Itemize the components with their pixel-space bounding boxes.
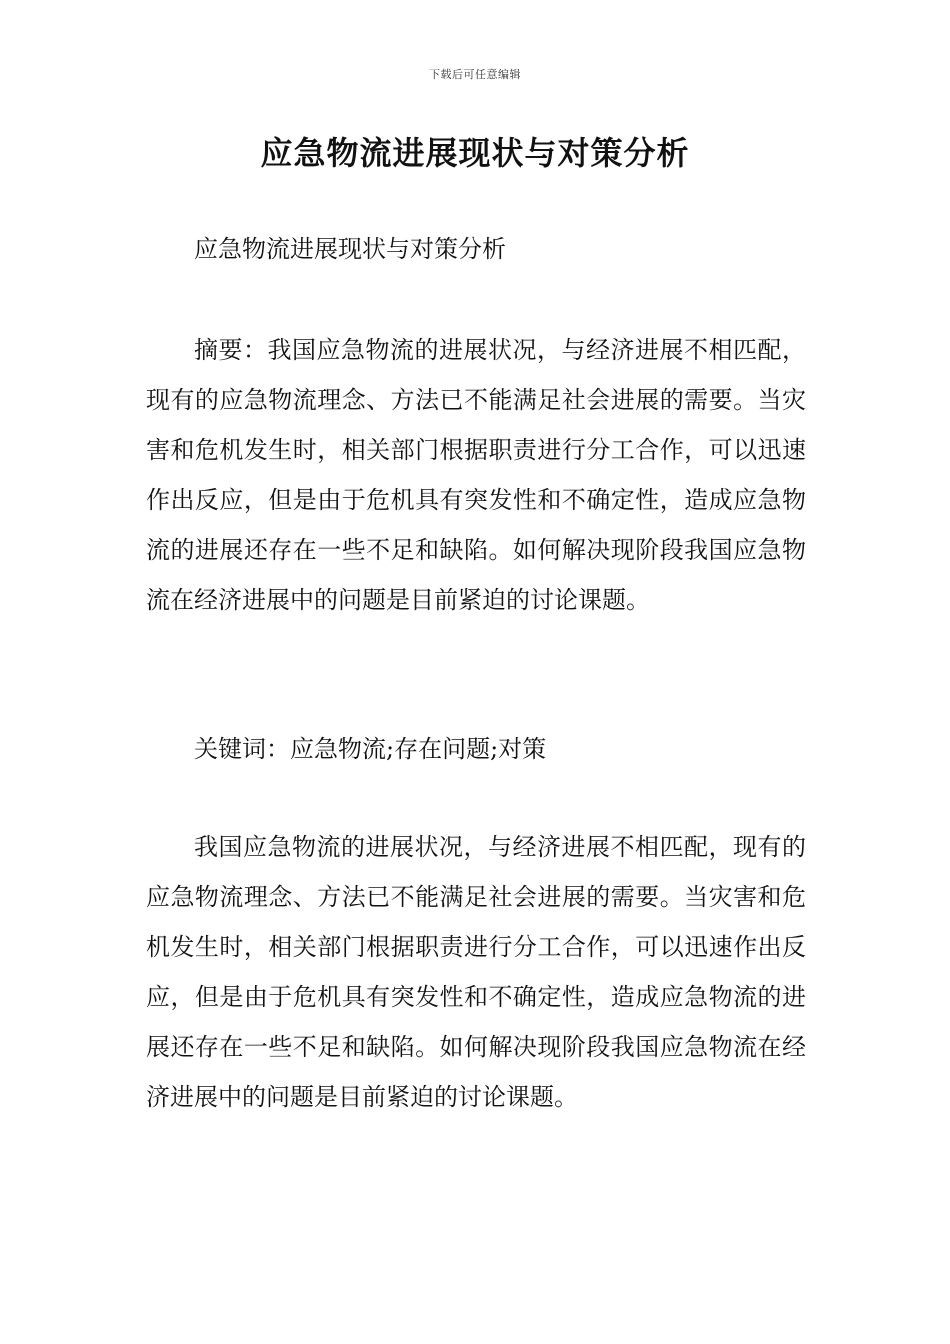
- body-paragraph: 我国应急物流的进展状况，与经济进展不相匹配，现有的应急物流理念、方法已不能满足社会进展的需要。当灾害和危机发生时，相关部门根据职责进行分工合作，可以迅速作出反应，但是由于危机具有突发性和不确定性，造成应急物流的进展还存在一些不足和缺陷。如何解决现阶段我国应急物流在经济进展中的问题是目前紧迫的讨论课题。: [146, 833, 806, 1111]
- header-note: 下载后可任意编辑: [429, 68, 521, 81]
- document-title: 应急物流进展现状与对策分析: [260, 134, 690, 172]
- abstract-paragraph: 摘要：我国应急物流的进展状况，与经济进展不相匹配，现有的应急物流理念、方法已不能满足社会进展的需要。当灾害和危机发生时，相关部门根据职责进行分工合作，可以迅速作出反应，但是由于危机具有突发性和不确定性，造成应急物流的进展还存在一些不足和缺陷。如何解决现阶段我国应急物流在经济进展中的问题是目前紧迫的讨论课题。: [146, 336, 806, 614]
- keywords-line: 关键词：应急物流;存在问题;对策: [194, 735, 547, 763]
- document-subtitle: 应急物流进展现状与对策分析: [194, 235, 506, 263]
